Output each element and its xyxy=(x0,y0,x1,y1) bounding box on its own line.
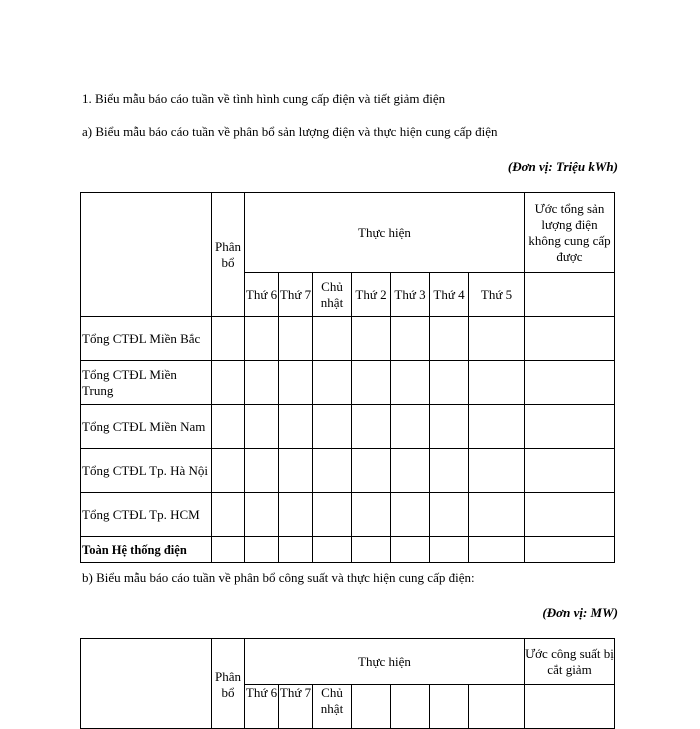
uoc-header: Ước tổng sản lượng điện không cung cấp được xyxy=(525,193,615,273)
row-label: Tổng CTĐL Miền Bắc xyxy=(81,317,212,361)
table-row xyxy=(81,361,615,405)
row-label: Tổng CTĐL Tp. HCM xyxy=(81,493,212,537)
unit-label-b: (Đơn vị: MW) xyxy=(542,605,618,620)
phan-bo-header: Phân bổ xyxy=(212,193,245,317)
day-header: Chủ nhật xyxy=(313,273,352,317)
day-header: Thứ 2 xyxy=(352,273,391,317)
row-label-total: Toàn Hệ thống điện xyxy=(81,537,212,563)
day-header: Thứ 6 xyxy=(245,273,279,317)
phan-bo-header: Phân bổ xyxy=(212,639,245,729)
section-heading: 1. Biểu mẫu báo cáo tuần về tình hình cung cấp điện và tiết giảm điện xyxy=(82,91,446,106)
uoc-header: Ước công suất bị cắt giảm xyxy=(525,639,615,685)
thuc-hien-header: Thực hiện xyxy=(245,193,525,273)
row-label: Tổng CTĐL Tp. Hà Nội xyxy=(81,449,212,493)
table-row-total xyxy=(81,537,615,563)
day-header: Thứ 4 xyxy=(430,273,469,317)
table-row xyxy=(81,317,615,361)
table-row xyxy=(81,449,615,493)
row-label: Tổng CTĐL Miền Nam xyxy=(81,405,212,449)
day-header: Thứ 5 xyxy=(469,273,525,317)
table-row xyxy=(81,493,615,537)
day-header: Thứ 3 xyxy=(391,273,430,317)
day-header: Chủ nhật xyxy=(313,685,352,729)
unit-label-a: (Đơn vị: Triệu kWh) xyxy=(507,159,618,174)
day-header: Thứ 7 xyxy=(279,685,313,729)
row-header-blank xyxy=(81,193,212,317)
day-header: Thứ 7 xyxy=(279,273,313,317)
day-header: Thứ 6 xyxy=(245,685,279,729)
row-header-blank xyxy=(81,639,212,729)
subsection-heading-b: b) Biểu mẫu báo cáo tuần về phân bổ công suất và thực hiện cung cấp điện: xyxy=(82,570,475,585)
report-table-b xyxy=(80,638,615,729)
report-table-a xyxy=(80,192,615,563)
row-label: Tổng CTĐL Miền Trung xyxy=(81,361,212,405)
subsection-heading-a: a) Biểu mẫu báo cáo tuần về phân bổ sản lượng điện và thực hiện cung cấp điện xyxy=(82,124,498,139)
empty-cell xyxy=(525,273,615,317)
thuc-hien-header: Thực hiện xyxy=(245,639,525,685)
table-row xyxy=(81,405,615,449)
